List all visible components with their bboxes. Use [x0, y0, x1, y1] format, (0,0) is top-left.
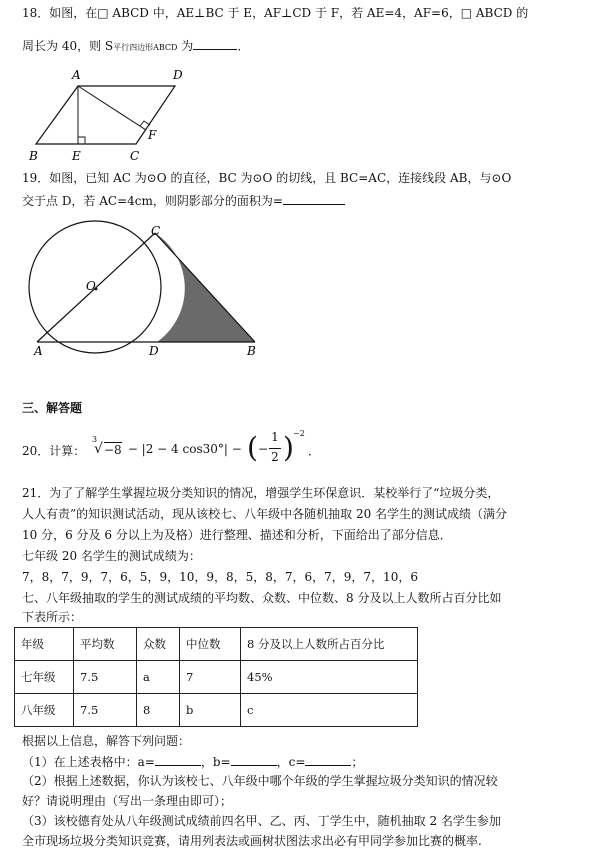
table-cell: 7.5	[74, 661, 137, 694]
label-c: C	[130, 149, 140, 163]
parallelogram-figure	[22, 64, 192, 164]
table-header: 8 分及以上人数所占百分比	[241, 628, 418, 661]
q21-p7: 下表所示：	[22, 610, 83, 624]
label-b: B	[29, 149, 38, 163]
label-a: A	[34, 344, 43, 358]
q20-minus: −	[258, 442, 269, 456]
q19-answer-blank	[283, 192, 345, 205]
q20-root-index: 3	[92, 435, 98, 444]
circle-figure	[22, 220, 272, 362]
table-row	[15, 694, 418, 727]
q19-line2-text: 交于点 D，若 AC=4cm，则阴影部分的面积为=	[22, 194, 283, 208]
label-f: F	[148, 128, 157, 142]
table-cell: 八年级	[15, 694, 74, 727]
q18-line2-suffix: 为	[181, 39, 194, 53]
q20-frac-bar	[269, 448, 281, 449]
table-cell: 七年级	[15, 661, 74, 694]
q21-p1: 21．为了了解学生掌握垃圾分类知识的情况，增强学生环保意识．某校举行了“垃圾分类，	[22, 486, 500, 500]
q20-root-sign: √	[94, 441, 103, 457]
q21-s1-c: ，c=	[276, 755, 306, 769]
q18-line2	[22, 37, 249, 56]
diameter-ac	[37, 233, 155, 342]
q20-lparen: (	[247, 431, 258, 464]
q19-line1: 19．如图，已知 AC 为⊙O 的直径，BC 为⊙O 的切线，且 BC=AC，连接线段 AB，与⊙O	[22, 171, 512, 185]
q20-frac-num: 1	[271, 430, 279, 444]
right-angle-e	[78, 137, 85, 144]
table-header: 年级	[15, 628, 74, 661]
q21-s2b: 好？请说明理由（写出一条理由即可）；	[22, 794, 233, 808]
q21-s3a: （3）该校德育处从八年级测试成绩前四名甲、乙、丙、丁学生中，随机抽取 2 名学生参加	[22, 814, 501, 828]
table-header: 中位数	[180, 628, 241, 661]
q21-p2: 人人有责”的知识测试活动，现从该校七、八年级中各随机抽取 20 名学生的测试成绩（满分	[22, 507, 508, 521]
q18-line2-prefix: 周长为 40，则 S	[22, 39, 114, 53]
section-title: 三、解答题	[22, 401, 83, 415]
q21-s1-b: ，b=	[200, 755, 231, 769]
label-d: D	[173, 68, 183, 82]
q19-line2	[22, 192, 345, 209]
q20-prefix: 20．计算：	[22, 444, 86, 458]
blank-c	[305, 753, 351, 766]
q20-end: ．	[308, 444, 321, 458]
q21-s1-prefix: （1）在上述表格中：a=	[22, 755, 155, 769]
q21-p3: 10 分，6 分及 6 分以上为及格）进行整理、描述和分析，下面给出了部分信息．	[22, 528, 452, 542]
q21-s2a: （2）根据上述数据，你认为该校七、八年级中哪个年级的学生掌握垃圾分类知识的情况较	[22, 774, 498, 788]
table-header: 众数	[137, 628, 180, 661]
blank-a	[155, 753, 201, 766]
q21-p5: 7，8，7，9，7，6，5，9，10，9，8，5，8，7，6，7，9，7，10，6	[22, 570, 418, 584]
q20-rparen: )	[283, 431, 294, 464]
table-cell: b	[180, 694, 241, 727]
label-d: D	[149, 344, 159, 358]
label-a: A	[72, 68, 81, 82]
label-e: E	[72, 149, 81, 163]
label-b: B	[247, 344, 256, 358]
q21-p6: 七、八年级抽取的学生的测试成绩的平均数、众数、中位数、8 分及以上人数所占百分比如	[22, 591, 502, 605]
label-o: O	[86, 279, 96, 293]
q20-exponent: −2	[293, 429, 305, 438]
table-cell: 7.5	[74, 694, 137, 727]
label-c: C	[151, 224, 161, 238]
q20-middle: − |2 − 4 cos30°| −	[124, 442, 246, 456]
q21-s3b: 全市现场垃圾分类知识竞赛，请用列表法或画树状图法求出必有甲同学参加比赛的概率.	[22, 834, 482, 848]
table-cell: a	[137, 661, 180, 694]
q21-p4: 七年级 20 名学生的测试成绩为：	[22, 549, 201, 563]
table-cell: 45%	[241, 661, 418, 694]
table-cell: 8	[137, 694, 180, 727]
q18-answer-blank	[193, 37, 237, 50]
q18-area-subscript: 平行四边形ABCD	[113, 43, 178, 52]
q21-s1-end: ；	[351, 755, 364, 769]
scores-table	[14, 627, 418, 727]
table-row	[15, 661, 418, 694]
q18-line2-end: ．	[237, 39, 250, 53]
altitude-af	[78, 86, 146, 130]
q21-s1	[22, 753, 363, 770]
q20-radicand: −8	[104, 443, 122, 457]
q21-after1: 根据以上信息，解答下列问题：	[22, 734, 191, 748]
table-cell: 7	[180, 661, 241, 694]
q18-line1: 18．如图，在□ ABCD 中，AE⊥BC 于 E，AF⊥CD 于 F，若 AE=4，AF=6，□ ABCD 的	[22, 6, 529, 20]
table-cell: c	[241, 694, 418, 727]
table-header-row	[15, 628, 418, 661]
q20-frac-den: 2	[271, 450, 279, 464]
blank-b	[231, 753, 277, 766]
table-header: 平均数	[74, 628, 137, 661]
